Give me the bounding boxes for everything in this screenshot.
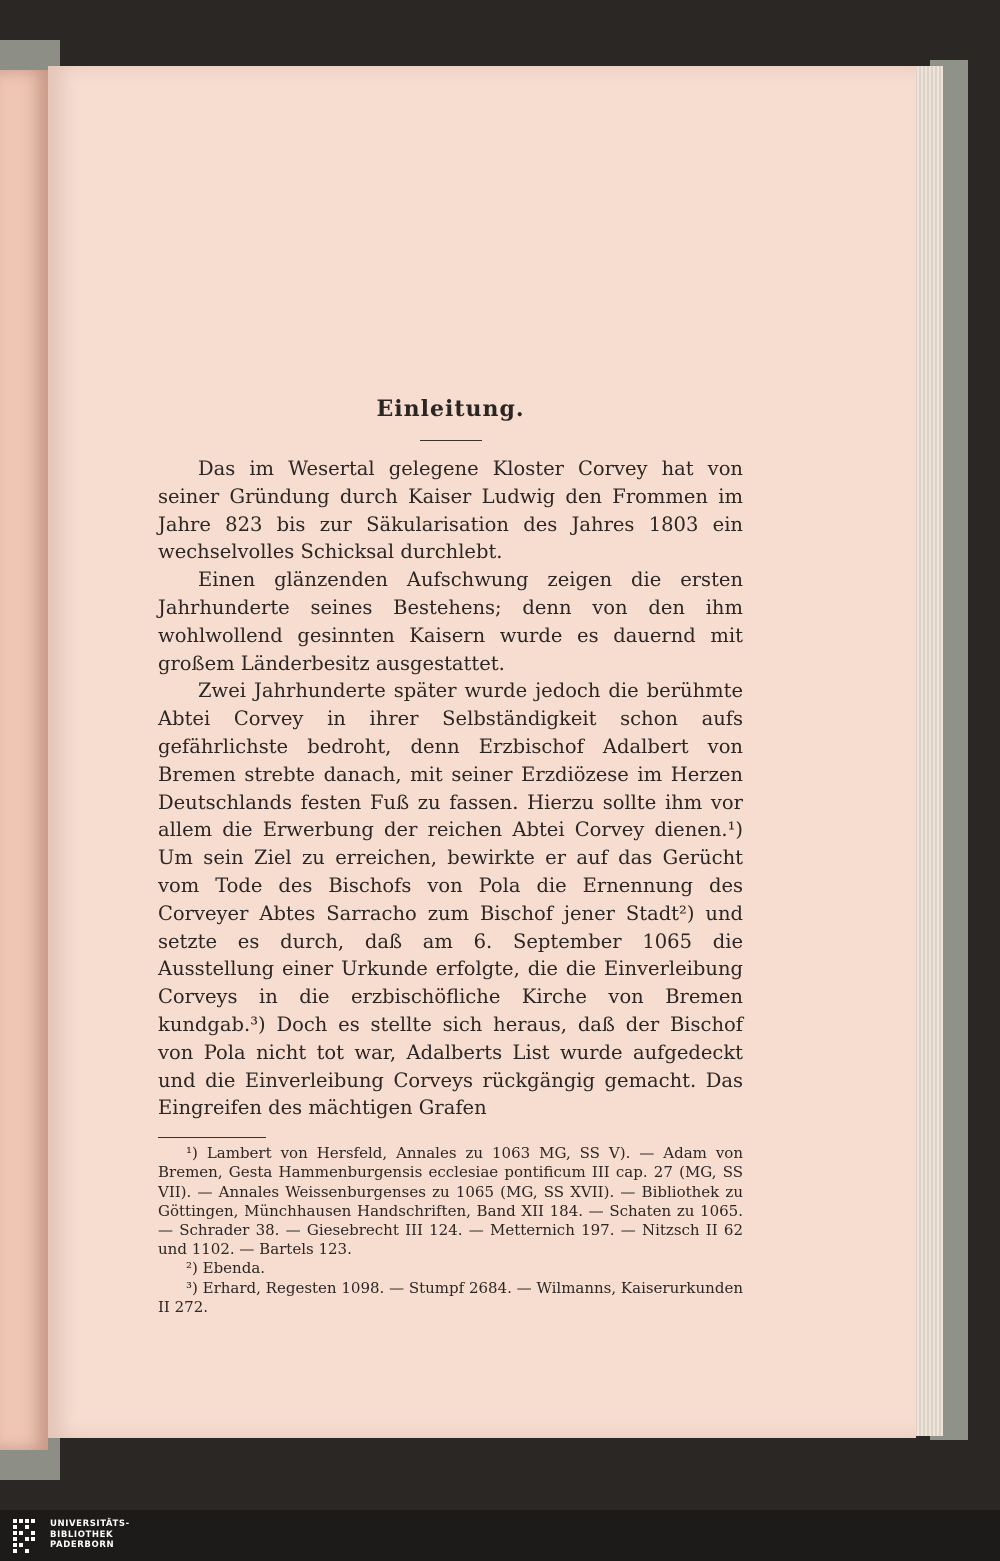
paragraph-3: Zwei Jahrhunderte später wurde jedoch die berühmte Abtei Corvey in ihrer Selbständigkeit schon aufs gefährlichste bedroht, denn Erzbischof Adalbert von Bremen strebte danach, mit seiner Erzdiözese im Herzen Deutschlands festen Fuß zu fassen. Hierzu sollte ihm vor allem die Erwerbung der reichen Abtei Corvey dienen.¹) Um sein Ziel zu erreichen, bewirkte er auf das Gerücht vom Tode des Bischofs von Pola die Ernennung des Corveyer Abtes Sarracho zum Bischof jener Stadt²) und setzte es durch, daß am 6. September 1065 die Ausstellung einer Urkunde erfolgte, die die Einverleibung Corveys in die erzbischöfliche Kirche von Bremen kundgab.³) Doch es stellte sich heraus, daß der Bischof von Pola nicht tot war, Adalberts List wurde aufgedeckt und die Einverleibung Corveys rückgängig gemacht. Das Eingreifen des mächtigen Grafen	[158, 679, 743, 1120]
footnote-rule	[158, 1137, 266, 1138]
heading-rule	[420, 440, 482, 441]
footnote-3: ³) Erhard, Regesten 1098. — Stumpf 2684. — Wilmanns, Kaiserurkunden II 272.	[158, 1278, 743, 1316]
logo-line-3: PADERBORN	[50, 1540, 115, 1550]
logo-line-2: BIBLIOTHEK	[50, 1529, 114, 1540]
paragraph-1: Das im Wesertal gelegene Kloster Corvey hat von seiner Gründung durch Kaiser Ludwig den Frommen im Jahre 823 bis zur Säkularisation des Jahres 1803 ein wechselvolles Schicksal durchlebt.	[158, 457, 743, 564]
footnote-2: ²) Ebenda.	[186, 1259, 266, 1278]
library-logo-icon	[12, 1518, 42, 1554]
book-page	[48, 66, 916, 1438]
text-block	[158, 396, 743, 1317]
chapter-heading: Einleitung.	[376, 396, 525, 422]
library-logo-text	[50, 1519, 130, 1551]
footnote-1: ¹) Lambert von Hersfeld, Annales zu 1063 MG, SS V). — Adam von Bremen, Gesta Hammenburgensis ecclesiae pontificum III cap. 27 (MG, SS VII). — Annales Weissenburgenses zu 1065 (MG, SS XVII). — Bibliothek zu Göttingen, Münchhausen Handschriften, Band XII 184. — Schaten zu 1065. — Schrader 38. — Giesebrecht III 124. — Metternich 197. — Nitzsch II 62 und 1102. — Bartels 123.	[158, 1144, 743, 1259]
facing-page	[0, 70, 48, 1450]
paragraph-2: Einen glänzenden Aufschwung zeigen die ersten Jahrhunderte seines Bestehens; denn von den ihm wohlwollend gesinnten Kaisern wurde es dauernd mit großem Länderbesitz ausgestattet.	[158, 568, 743, 675]
logo-line-1: UNIVERSITÄTS-	[50, 1519, 130, 1529]
library-footer	[0, 1510, 1000, 1561]
